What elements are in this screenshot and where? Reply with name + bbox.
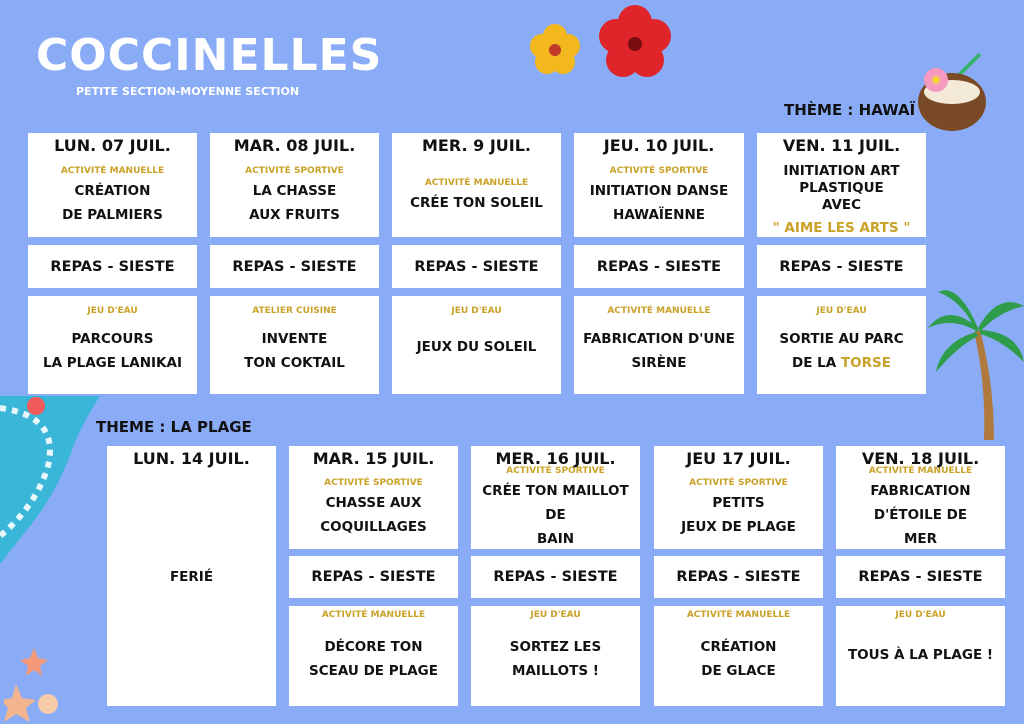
afternoon-card	[471, 606, 640, 706]
activity-text	[836, 479, 1005, 551]
activity-category: ATELIER CUISINE	[252, 306, 337, 316]
activity-line: DE PALMIERS	[62, 206, 163, 223]
activity-text	[471, 479, 640, 551]
meal-card	[836, 556, 1005, 598]
activity-line: INVENTE	[261, 331, 328, 347]
coconut-drink-icon	[914, 50, 990, 134]
activity-line: AVEC	[821, 197, 862, 213]
activity-category: ACTIVITÉ SPORTIVE	[506, 466, 605, 476]
activity-line: MER	[903, 531, 938, 547]
activity-line: DÉCORE TON	[324, 639, 423, 655]
day-card	[574, 133, 744, 237]
activity-line: COQUILLAGES	[320, 519, 427, 535]
activity-category: ACTIVITÉ SPORTIVE	[689, 478, 788, 488]
activity-line: SIRÈNE	[631, 355, 687, 371]
activity-line: INITIATION DANSE	[589, 182, 729, 199]
meal-label: REPAS - SIESTE	[50, 258, 175, 275]
activity-line: MAILLOTS !	[512, 663, 599, 679]
activity-category: ACTIVITÉ MANUELLE	[321, 610, 426, 620]
meal-card	[574, 245, 744, 288]
day-label: MER. 16 JUIL.	[495, 449, 616, 468]
activity-line: LA PLAGE LANIKAI	[42, 355, 182, 371]
activity-line: LA CHASSE	[252, 182, 337, 199]
activity-line-part: DE LA	[792, 355, 841, 371]
meal-label: REPAS - SIESTE	[858, 569, 983, 585]
meal-card	[392, 245, 561, 288]
meal-card	[289, 556, 458, 598]
activity-line: FABRICATION D'ÉTOILE DE	[870, 483, 971, 523]
activity-text	[681, 491, 796, 539]
seashells-icon	[4, 644, 74, 724]
activity-text	[779, 327, 903, 375]
activity-text	[244, 327, 345, 375]
day-label: VEN. 11 JUIL.	[782, 136, 901, 155]
activity-text	[848, 643, 993, 667]
activity-highlight: TORSE	[840, 355, 891, 371]
day-label: JEU 17 JUIL.	[686, 449, 791, 468]
activity-line: CRÉATION	[74, 182, 151, 199]
holiday-text: FERIÉ	[169, 569, 214, 585]
day-card	[210, 133, 379, 237]
activity-line: CRÉE TON MAILLOT DE	[482, 483, 629, 523]
meal-label: REPAS - SIESTE	[596, 258, 722, 275]
day-label: JEU. 10 JUIL.	[603, 136, 715, 155]
activity-category: JEU D'EAU	[895, 610, 946, 620]
meal-label: REPAS - SIESTE	[493, 569, 618, 585]
activity-line: CHASSE AUX	[325, 495, 422, 511]
activity-text	[43, 327, 182, 375]
meal-card	[654, 556, 823, 598]
beach-wave-icon	[0, 396, 104, 566]
afternoon-card	[210, 296, 379, 394]
activity-line: TON COKTAIL	[244, 355, 345, 371]
meal-label: REPAS - SIESTE	[311, 569, 436, 585]
day-label: MAR. 08 JUIL.	[233, 136, 356, 155]
activity-category: JEU D'EAU	[87, 306, 138, 316]
afternoon-card	[28, 296, 197, 394]
activity-text	[320, 491, 427, 539]
activity-line: FABRICATION D'UNE	[583, 331, 735, 347]
activity-category: JEU D'EAU	[816, 306, 867, 316]
day-card	[392, 133, 561, 237]
day-card	[836, 446, 1005, 549]
page-title: COCCINELLES	[36, 30, 383, 81]
palm-tree-icon	[928, 282, 1024, 444]
day-card	[471, 446, 640, 549]
day-label: LUN. 07 JUIL.	[54, 136, 171, 155]
afternoon-card	[757, 296, 926, 394]
activity-line: INITIATION ART PLASTIQUE	[783, 163, 900, 196]
activity-line: TOUS À LA PLAGE !	[847, 647, 994, 663]
activity-highlight: " AIME LES ARTS "	[772, 220, 911, 236]
afternoon-card	[836, 606, 1005, 706]
day-label: MER. 9 JUIL.	[422, 136, 531, 155]
day-label: LUN. 14 JUIL.	[133, 449, 250, 468]
day-card	[289, 446, 458, 549]
activity-category: JEU D'EAU	[530, 610, 581, 620]
activity-line: BAIN	[536, 531, 575, 547]
activity-category: ACTIVITÉ MANUELLE	[60, 165, 165, 176]
activity-category: ACTIVITÉ SPORTIVE	[245, 165, 344, 176]
activity-text	[62, 179, 163, 227]
activity-line: JEUX DU SOLEIL	[416, 339, 537, 355]
meal-label: REPAS - SIESTE	[232, 258, 357, 275]
meal-label: REPAS - SIESTE	[779, 258, 904, 275]
activity-line: SORTEZ LES	[509, 639, 602, 655]
activity-category: JEU D'EAU	[451, 306, 502, 316]
activity-text	[757, 163, 926, 237]
activity-category: ACTIVITÉ MANUELLE	[607, 306, 711, 316]
activity-text	[701, 635, 777, 683]
hibiscus-red-icon	[596, 4, 674, 82]
afternoon-card	[654, 606, 823, 706]
activity-text	[410, 191, 543, 215]
meal-card	[471, 556, 640, 598]
activity-category: ACTIVITÉ SPORTIVE	[324, 478, 423, 488]
activity-category: ACTIVITÉ MANUELLE	[424, 177, 529, 188]
activity-line: SCEAU DE PLAGE	[309, 663, 438, 679]
holiday-card	[107, 446, 276, 706]
meal-label: REPAS - SIESTE	[414, 258, 539, 275]
day-label: VEN. 18 JUIL.	[861, 449, 980, 468]
theme-week2: THEME : LA PLAGE	[96, 418, 252, 436]
meal-label: REPAS - SIESTE	[676, 569, 801, 585]
day-card	[654, 446, 823, 549]
activity-line	[779, 351, 903, 375]
page-subtitle: PETITE SECTION-MOYENNE SECTION	[76, 85, 300, 98]
day-card	[757, 133, 926, 237]
activity-text	[309, 635, 438, 683]
activity-text	[590, 179, 729, 227]
activity-text	[510, 635, 601, 683]
meal-card	[28, 245, 197, 288]
activity-line: CRÉATION	[700, 639, 777, 655]
meal-card	[210, 245, 379, 288]
day-label: MAR. 15 JUIL.	[312, 449, 435, 468]
hibiscus-yellow-icon	[528, 22, 582, 76]
activity-category: ACTIVITÉ MANUELLE	[868, 466, 973, 476]
activity-text	[249, 179, 340, 227]
activity-category: ACTIVITÉ MANUELLE	[686, 610, 791, 620]
activity-category: ACTIVITÉ SPORTIVE	[609, 165, 709, 176]
activity-line: JEUX DE PLAGE	[681, 519, 796, 535]
activity-line: AUX FRUITS	[249, 206, 340, 223]
activity-text	[417, 335, 537, 359]
afternoon-card	[289, 606, 458, 706]
activity-line: SORTIE AU PARC	[779, 331, 904, 347]
activity-line: PARCOURS	[71, 331, 154, 347]
theme-week1: THÈME : HAWAÏ	[784, 101, 916, 119]
activity-line: CRÉE TON SOLEIL	[410, 194, 543, 211]
day-card	[28, 133, 197, 237]
activity-line: PETITS	[712, 495, 765, 511]
afternoon-card	[574, 296, 744, 394]
activity-line: DE GLACE	[701, 663, 776, 679]
activity-line: HAWAÏENNE	[613, 206, 705, 223]
afternoon-card	[392, 296, 561, 394]
activity-text	[583, 327, 735, 375]
meal-card	[757, 245, 926, 288]
